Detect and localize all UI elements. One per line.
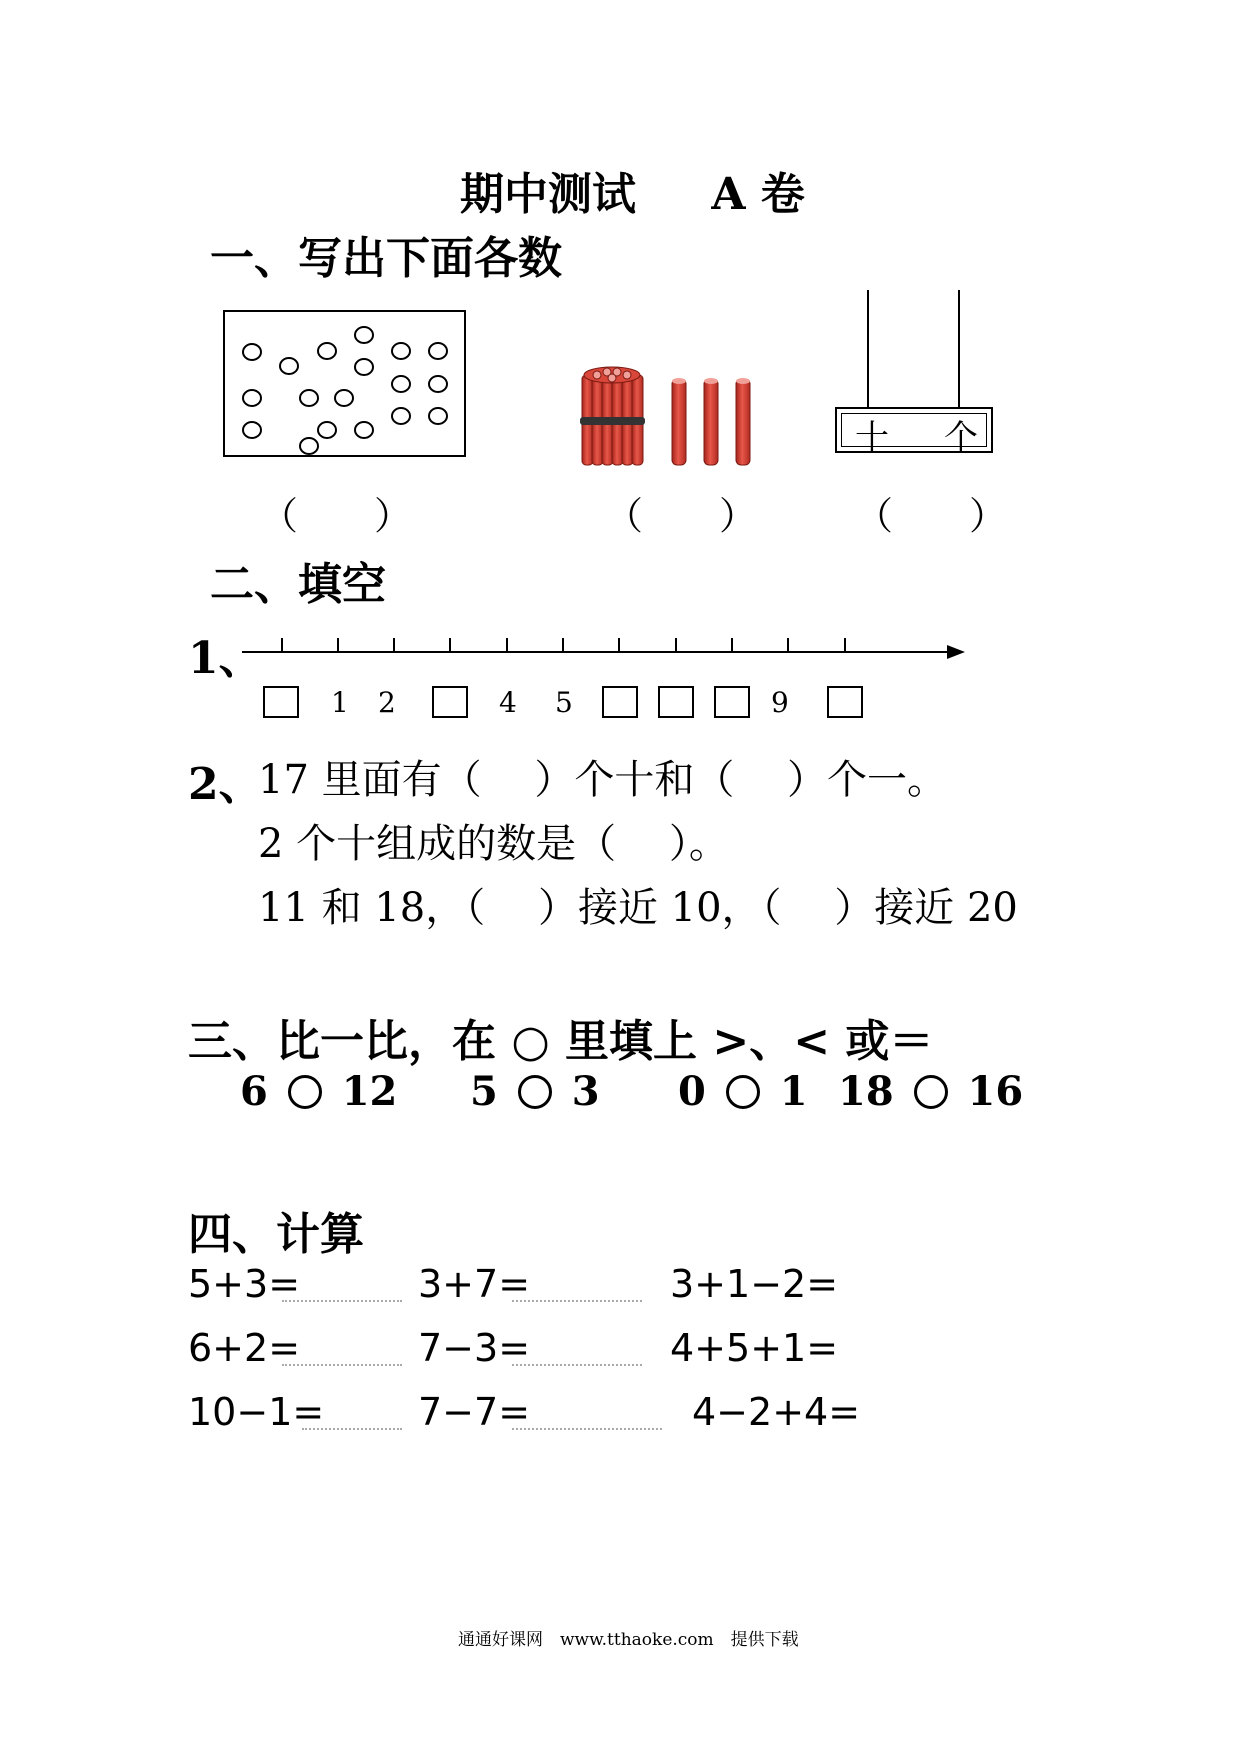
compare-right: 16 [967,1068,1024,1115]
number-line-label-5: 5 [555,686,573,719]
abacus-rod-tens [867,290,869,408]
answer-dots[interactable] [512,1428,662,1430]
compare-left: 0 [678,1068,706,1115]
dot [429,408,447,424]
dot [300,390,318,406]
dot [243,344,261,360]
compare-left: 6 [240,1068,268,1115]
answer-paren-2: （ ） [605,494,758,538]
dot [355,422,373,438]
compare-circle[interactable] [726,1075,760,1109]
calc-problem: 3+1−2= [670,1262,839,1306]
section3-heading: 三、比一比，在 ○ 里填上 >、< 或＝ [188,1016,934,1067]
compare-item-4 [838,1068,1023,1115]
dot [355,359,373,375]
number-line-blank-3[interactable] [432,686,468,718]
number-line-blank-10[interactable] [827,686,863,718]
calc-problem: 3+7= [418,1262,531,1306]
dots-picture [223,310,466,457]
answer-dots[interactable] [512,1300,642,1302]
q1-label: 1、 [188,633,263,684]
number-line-blank-6[interactable] [602,686,638,718]
answer-dots[interactable] [282,1364,402,1366]
title-suffix: A 卷 [711,169,805,220]
dots-svg [223,310,466,457]
compare-left: 18 [838,1068,894,1115]
dot [392,376,410,392]
dot [392,408,410,424]
abacus-tens-label: 十 [855,418,889,458]
number-line-label-2: 2 [378,686,396,719]
q2-label: 2、 [188,759,263,810]
dot [243,390,261,406]
dot [318,343,336,359]
compare-circle[interactable] [914,1075,948,1109]
calc-problem: 4−2+4= [692,1390,861,1434]
number-line [240,630,970,660]
compare-circle[interactable] [288,1075,322,1109]
q2-line-3: 11 和 18，（ ）接近 10，（ ）接近 20 [258,885,1018,931]
number-line-label-1: 1 [331,686,349,719]
dot [429,376,447,392]
sticks-picture [580,365,780,470]
compare-item-2 [470,1068,600,1115]
answer-dots[interactable] [282,1300,402,1302]
title-main: 期中测试 [460,169,636,220]
section4-heading: 四、计算 [188,1209,364,1260]
dot [280,358,298,374]
number-line-label-4: 4 [499,686,517,719]
compare-left: 5 [470,1068,498,1115]
abacus-base [835,407,993,458]
dot [392,343,410,359]
dot [335,390,353,406]
abacus-rod-ones [958,290,960,408]
number-line-blank-8[interactable] [714,686,750,718]
answer-paren-3: （ ） [855,494,1008,538]
compare-item-3 [678,1068,808,1115]
answer-dots[interactable] [302,1428,402,1430]
compare-right: 3 [571,1068,600,1115]
calc-problem: 7−3= [418,1326,531,1370]
number-line-ticks [282,638,845,652]
compare-right: 12 [341,1068,398,1115]
abacus-ones-label: 个 [944,418,978,458]
dot [300,438,318,454]
answer-dots[interactable] [512,1364,642,1366]
number-line-blank-7[interactable] [658,686,694,718]
q2-line-1: 17 里面有（ ）个十和（ ）个一。 [258,757,948,803]
q2-line-2: 2 个十组成的数是（ ）。 [258,821,729,867]
number-line-label-9: 9 [771,686,789,719]
dot [318,422,336,438]
compare-item-1 [240,1068,397,1115]
page-title [460,158,805,222]
compare-circle[interactable] [518,1075,552,1109]
number-line-blank-0[interactable] [263,686,299,718]
section2-heading: 二、填空 [210,559,386,610]
footer-credit: 通通好课网 www.tthaoke.com 提供下载 [458,1630,799,1650]
compare-right: 1 [779,1068,808,1115]
calc-problem: 4+5+1= [670,1326,839,1370]
dot [429,343,447,359]
calc-problem: 6+2= [188,1326,301,1370]
calc-problem: 10−1= [188,1390,325,1434]
single-sticks [672,378,750,465]
calc-problem: 5+3= [188,1262,301,1306]
section1-heading: 一、写出下面各数 [210,233,562,284]
dot [243,422,261,438]
answer-paren-1: （ ） [260,494,413,538]
calc-problem: 7−7= [418,1390,531,1434]
number-line-arrow [947,645,965,659]
abacus-picture [835,290,995,465]
stick-bundle [580,367,645,465]
dot [355,327,373,343]
